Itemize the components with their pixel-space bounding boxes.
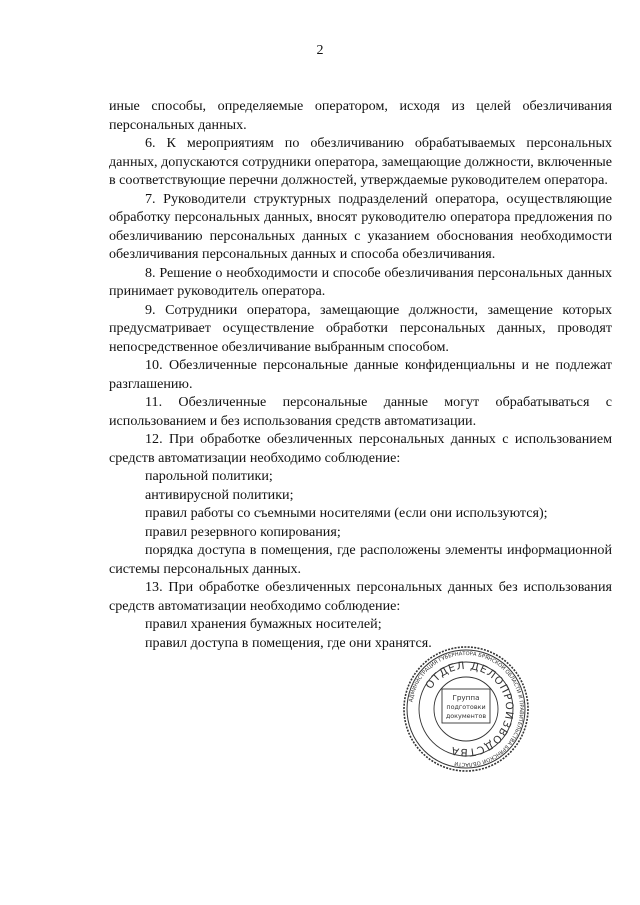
paragraph-7: 7. Руководители структурных подразделений оператора, осуществляющие обработку персональных данных, вносят руководителю оператора предложения по обезличиванию персональных данных с указанием обоснования необходимости обезличивания персональных данных и способа обезличивания. [109, 190, 612, 262]
document-body [109, 97, 612, 652]
stamp-outer-text: АДМИНИСТРАЦИЯ ГУБЕРНАТОРА БРЯНСКОЙ ОБЛАСТИ И ПРАВИТЕЛЬСТВА БРЯНСКОЙ ОБЛАСТИ [408, 650, 525, 768]
stamp-inner-text: ОТДЕЛ ДЕЛОПРОИЗВОДСТВА [423, 659, 516, 759]
list-item: правил резервного копирования; [145, 523, 341, 540]
paragraph-8: 8. Решение о необходимости и способе обезличивания персональных данных принимает руководитель оператора. [109, 264, 612, 299]
paragraph-6: 6. К мероприятиям по обезличиванию обрабатываемых персональных данных, допускаются сотрудники оператора, замещающие должности, включенные в соответствующие перечни должностей, утверждаемые руководителем оператора. [109, 135, 612, 188]
paragraph-13: 13. При обработке обезличенных персональных данных без использования средств автоматизации необходимо соблюдение: [109, 579, 612, 614]
list-item: парольной политики; [145, 468, 273, 484]
stamp-center-line3: документов [445, 712, 487, 720]
stamp-center-line1: Группа [452, 693, 480, 702]
paragraph-11: 11. Обезличенные персональные данные могут обрабатываться с использованием и без использования средств автоматизации. [109, 394, 612, 429]
paragraph-9: 9. Сотрудники оператора, замещающие должности, замещение которых предусматривает осуществление обработки персональных данных, проводят непосредственное обезличивание выбранным способом. [109, 301, 612, 355]
stamp-center-line2: подготовки [446, 703, 486, 711]
list-item: правил хранения бумажных носителей; [145, 616, 382, 632]
paragraph-10: 10. Обезличенные персональные данные конфиденциальны и не подлежат разглашению. [109, 357, 612, 392]
page-number: 2 [316, 43, 324, 58]
list-item: правил работы со съемными носителями (если они используются); [145, 505, 548, 521]
office-stamp [402, 645, 530, 773]
paragraph-12: 12. При обработке обезличенных персональных данных с использованием средств автоматизации необходимо соблюдение: [109, 431, 612, 466]
list-item: порядка доступа в помещения, где расположены элементы информационной системы персональных данных. [109, 542, 612, 577]
paragraph-continued: иные способы, определяемые оператором, исходя из целей обезличивания персональных данных. [109, 98, 612, 133]
list-item: правил доступа в помещения, где они хранятся. [145, 634, 432, 651]
list-item: антивирусной политики; [145, 486, 294, 503]
stamp-seal-icon [402, 645, 530, 773]
